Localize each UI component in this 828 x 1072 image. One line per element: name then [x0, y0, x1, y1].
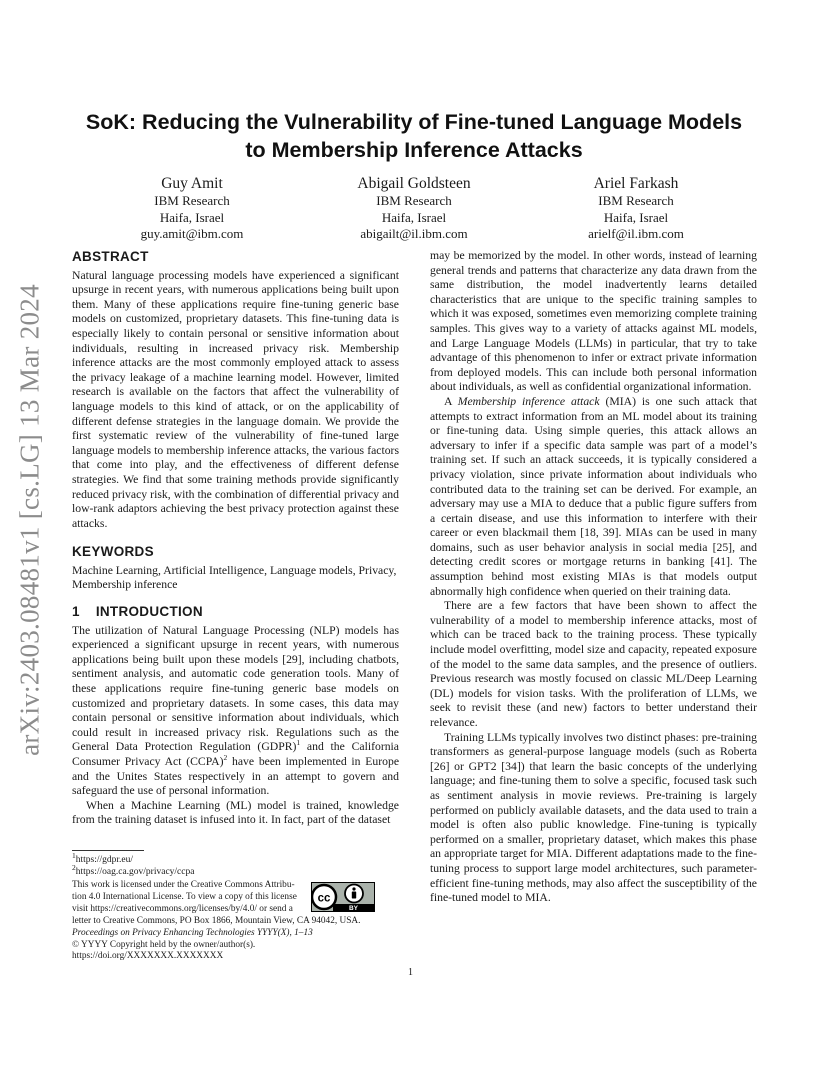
page-number: 1	[408, 967, 413, 978]
footnote: $^1$https://gdpr.eu/	[72, 850, 134, 865]
author-block	[294, 174, 534, 243]
author-email: guy.amit@ibm.com	[140, 226, 244, 241]
author-name: Guy Amit	[161, 175, 223, 192]
title-line-1: SoK: Reducing the Vulnerability of Fine-tuned Language Models	[85, 110, 743, 134]
section-title: INTRODUCTION	[95, 604, 203, 620]
license-line: tion 4.0 International License. To view a copy of this license	[72, 891, 297, 902]
author-block	[72, 174, 312, 243]
license-line: letter to Creative Commons, PO Box 1866, Mountain View, CA 94042, USA.	[72, 915, 361, 926]
author-email: arielf@il.ibm.com	[588, 226, 684, 241]
intro-paragraph: Training LLMs typically involves two distinct phases: pre-training transformers as general-purpose language models (such as Roberta [26] or GPT2 [34]) that learn the basic concepts of the underlying language; and fine-tuning them to solve a specific, focused task such as sentiment analysis in movie reviews. Pre-training is largely performed on publicly available datasets, and the data used to train a model is often also public knowledge. Fine-tuning is typically performed on a smaller, proprietary dataset, which makes this phase an appropriate target for MIA. Different adaptations made to the fine-tuning process to support large model architectures, such parameter-efficient fine-tuning methods, may also affect the susceptibility of the fine-tuned model to MIA.	[430, 730, 757, 905]
abstract-text: Natural language processing models have experienced a significant upsurge in recent years, with numerous applications being built upon them. Many of these applications require fine-tuning generic base models on customized, proprietary datasets. This fine-tuning data is especially likely to contain personal or sensitive information about individuals, resulting in increased privacy risk. Membership inference attacks are the most commonly employed attack to assess the privacy leakage of a machine learning model. However, limited research is available on the factors that affect the vulnerability of language models to this kind of attack, or on the applicability of different defense strategies in the language domain. We provide the first systematic review of the vulnerability of fine-tuned large language models to membership inference attacks, the various factors that come into play, and the effectiveness of different defense strategies. We find that some training methods provide significantly reduced privacy risk, with the combination of differential privacy and low-rank adaptors achieving the best privacy protection against these attacks.	[72, 268, 399, 530]
footnote-ref: 1	[296, 738, 301, 748]
cc-by-badge-icon	[311, 882, 375, 912]
abstract-heading: ABSTRACT	[72, 249, 149, 264]
footnote-ref: 2	[223, 753, 228, 763]
author-location: Haifa, Israel	[381, 209, 447, 225]
section-heading	[72, 605, 399, 620]
author-email: abigailt@il.ibm.com	[360, 226, 468, 241]
author-affiliation: IBM Research	[598, 193, 674, 208]
author-name: Abigail Goldsteen	[357, 175, 471, 192]
author-location: Haifa, Israel	[603, 209, 669, 225]
intro-paragraph: A Membership inference attack (MIA) is one such attack that attempts to extract information from an ML model about its training or fine-tuning data. Using simple queries, this attack allows an adversary to infer if a specific data sample was part of a model’s training set. If such an attack succeeds, it is typically considered a privacy violation, since private information about individuals who contributed data to the training set can be derived. For example, an adversary may use a MIA to deduce that a public figure suffers from a certain disease, and use this information to interfere with their career or even blackmail them [18, 39]. MIAs can be used in many domains, such as user behavior analysis in social media [25], and detecting credit scores or mortgage returns in banking [41]. The assumption behind most existing MIAs is that models output abnormally high confidence when queried on their training data.	[430, 394, 758, 598]
copyright-line: © YYYY Copyright held by the owner/author(s).	[72, 939, 256, 950]
footnote-rule	[72, 850, 144, 851]
left-column	[72, 250, 399, 828]
title-line-2: to Membership Inference Attacks	[245, 138, 583, 162]
arxiv-watermark: arXiv:2403.08481v1 [cs.LG] 13 Mar 2024	[14, 284, 45, 756]
author-location: Haifa, Israel	[159, 209, 225, 225]
license-line: visit https://creativecommons.org/licenses/by/4.0/ or send a	[72, 903, 293, 914]
intro-paragraph: may be memorized by the model. In other words, instead of learning general trends and patterns that characterize any data drawn from the same distribution, the model inadvertently learns detailed characteristics that are unique to the specific training samples to which it was exposed, sometimes even memorizing complete training samples. This gives way to a variety of attacks against ML models, and Large Language Models (LLMs) in particular, that try to take advantage of this phenomenon to infer or extract private information from deployed models. This can include both personal information about individuals, as well as confidential organizational information.	[430, 249, 757, 394]
footnote: $^2$https://oag.ca.gov/privacy/ccpa	[72, 862, 195, 877]
doi-line: https://doi.org/XXXXXXX.XXXXXXX	[72, 951, 224, 962]
keywords-heading: KEYWORDS	[72, 544, 154, 560]
right-column	[430, 249, 757, 906]
author-name: Ariel Farkash	[593, 175, 679, 192]
intro-paragraph: When a Machine Learning (ML) model is trained, knowledge from the training dataset is infused into it. In fact, part of the dataset	[72, 798, 399, 827]
license-line: This work is licensed under the Creative Commons Attribu-	[72, 880, 295, 890]
proceedings-line: Proceedings on Privacy Enhancing Technologies YYYY(X), 1–13	[72, 927, 313, 938]
paper-title	[60, 108, 768, 164]
intro-paragraph: The utilization of Natural Language Processing (NLP) models has experienced a significant upsurge in recent years, with numerous applications being built upon these models [29], including chatbots, sentiment analysis, and automatic code generation tools. Many of these applications require fine-tuning generic base models on customized and proprietary datasets. In some cases, this data may contain personal or sensitive information about individuals, which could result in increased privacy risk. Regulations such as the General Data Protection Regulation (GDPR)$^1$ and the California Consumer Privacy Act (CCPA)$^2$ have been implemented in Europe and the Unites States respectively in an attempt to govern and safeguard the use of personal information.	[72, 623, 400, 798]
section-number: 1	[72, 604, 80, 620]
cc-badge-label: cc	[317, 892, 331, 905]
author-affiliation: IBM Research	[154, 193, 230, 208]
author-affiliation: IBM Research	[376, 193, 452, 208]
keywords-text: Machine Learning, Artificial Intelligence, Language models, Privacy, Membership inference	[72, 563, 397, 592]
intro-paragraph: There are a few factors that have been shown to affect the vulnerability of a model to membership inference attacks, most of which can be traced back to the training process. These typically include model overfitting, model size and capacity, repeated exposure of the model to the same data samples, and the presence of outliers. Previous research was mostly focused on classic ML/Deep Learning (DL) models for vision tasks. With the proliferation of LLMs, we seek to revisit these (and new) factors to better understand their relevance.	[430, 599, 757, 729]
by-badge-label: BY	[348, 905, 359, 912]
author-block	[516, 174, 756, 243]
